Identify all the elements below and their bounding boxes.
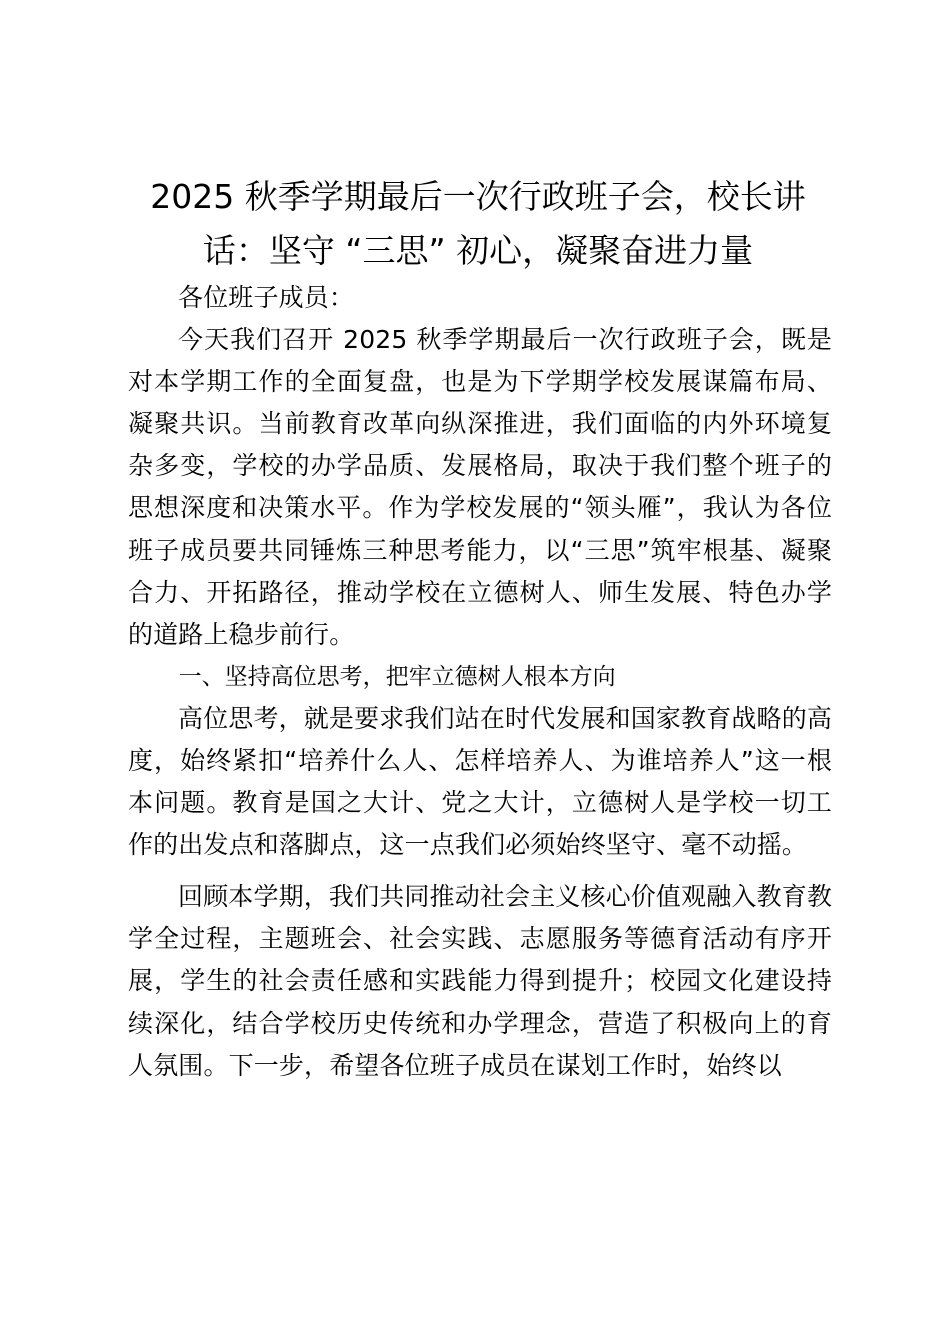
section1-paragraph-1: 高位思考，就是要求我们站在时代发展和国家教育战略的高度，始终紧扣“培养什么人、怎样培养人、为谁培养人”这一根本问题。教育是国之大计、党之大计，立德树人是学校一切工作的出发点和落脚点，这一点我们必须始终坚守、毫不动摇。 (128, 703, 832, 860)
section1-paragraph-2: 回顾本学期，我们共同推动社会主义核心价值观融入教育教学全过程，主题班会、社会实践、志愿服务等德育活动有序开展，学生的社会责任感和实践能力得到提升；校园文化建设持续深化，结合学校历史传统和办学理念，营造了积极向上的育人氛围。下一步，希望各位班子成员在谋划工作时，始终以 (128, 882, 832, 1080)
intro-paragraph: 今天我们召开 2025 秋季学期最后一次行政班子会，既是对本学期工作的全面复盘，也是为下学期学校发展谋篇布局、凝聚共识。当前教育改革向纵深推进，我们面临的内外环境复杂多变，学校的办学品质、发展格局，取决于我们整个班子的思想深度和决策水平。作为学校发展的“领头雁”，我认为各位班子成员要共同锤炼三种思考能力，以“三思”筑牢根基、凝聚合力、开拓路径，推动学校在立德树人、师生发展、特色办学的道路上稳步前行。 (128, 325, 832, 649)
salutation: 各位班子成员： (178, 283, 355, 312)
document-title: 2025 秋季学期最后一次行政班子会，校长讲话：坚守 “三思” 初心，凝聚奋进力量 (150, 177, 806, 270)
section-heading-1: 一、坚持高位思考，把牢立德树人根本方向 (178, 663, 616, 690)
document-body (128, 277, 832, 1087)
